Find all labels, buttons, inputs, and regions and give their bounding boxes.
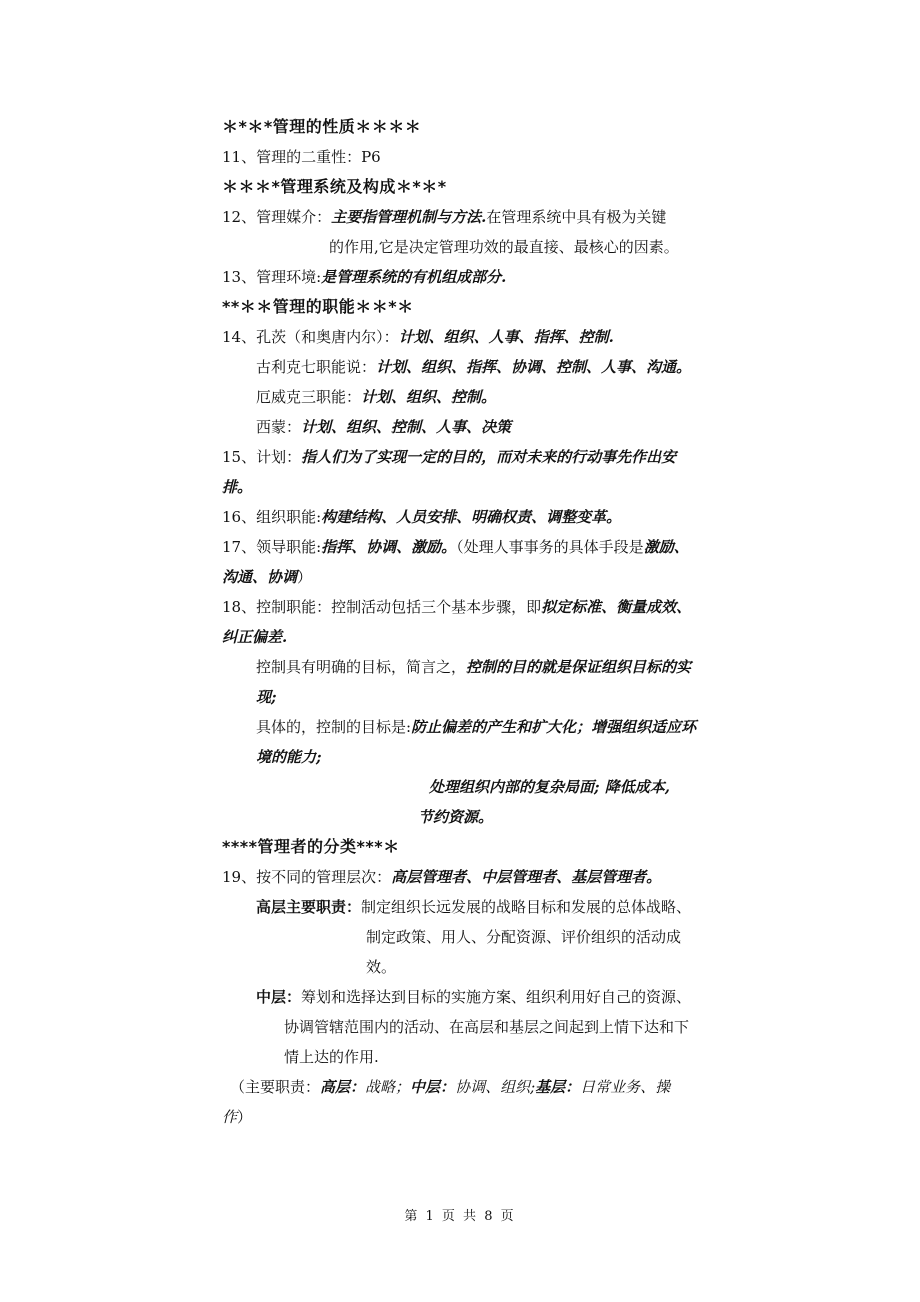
summary-mid: 协调、组织; <box>455 1078 536 1096</box>
item-19 <box>222 862 700 892</box>
item-18-bold: 拟定标准、衡量成效、纠正偏差. <box>222 598 692 646</box>
summary-mid-label: 中层： <box>410 1078 456 1096</box>
item-17-paren-bold: 激励、沟通、协调 <box>222 538 689 586</box>
item-15-bold: 指人们为了实现一定的目的，而对未来的行动事先作出安排。 <box>222 448 677 496</box>
item-19-bold: 高层管理者、中层管理者、基层管理者。 <box>391 868 662 886</box>
item-14-label: 14、孔茨（和奥唐内尔）： <box>222 328 399 346</box>
item-18-label: 18、控制职能：控制活动包括三个基本步骤，即 <box>222 598 542 616</box>
item-13 <box>222 262 700 292</box>
page-footer: 第 1 页 共 8 页 <box>404 1209 516 1224</box>
item-16-label: 16、组织职能: <box>222 508 322 526</box>
item-11-label: 11、管理的二重性： <box>222 148 362 166</box>
item-18-purpose <box>222 652 700 712</box>
item-18-p2-text: 具体的，控制的目标是: <box>256 718 412 736</box>
item-12-bold: 主要指管理机制与方法. <box>331 208 487 226</box>
item-16-bold: 构建结构、人员安排、明确权责、调整变革。 <box>321 508 622 526</box>
item-15-label: 15、计划： <box>222 448 302 466</box>
summary-high-label: 高层： <box>320 1078 366 1096</box>
item-12-label: 12、管理媒介： <box>222 208 332 226</box>
gulick-bold: 计划、组织、指挥、协调、控制、人事、沟通。 <box>376 358 692 376</box>
item-14-gulick <box>222 352 700 382</box>
document-page <box>222 112 700 1132</box>
item-18-p1-text: 控制具有明确的目标，简言之， <box>256 658 467 676</box>
item-17 <box>222 532 700 592</box>
item-14-urwick <box>222 382 700 412</box>
section-heading-managers: ****管理者的分类***＊ <box>222 837 400 856</box>
summary-high: 战略； <box>365 1078 411 1096</box>
item-18 <box>222 592 700 652</box>
item-12-line1 <box>222 202 700 232</box>
summary-base: 日常业务、操作 <box>222 1078 671 1126</box>
simon-label: 西蒙： <box>256 418 302 436</box>
item-17-bold: 指挥、协调、激励。 <box>321 538 457 556</box>
item-17-paren-text: （处理人事事务的具体手段是 <box>456 538 644 556</box>
item-11-value: P6 <box>361 148 381 166</box>
high-duty-label: 高层主要职责： <box>256 898 362 916</box>
item-18-p1-bold: 控制的目的就是保证组织目标的实现; <box>256 658 692 706</box>
item-18-goals <box>222 712 700 772</box>
item-12-rest1: 在管理系统中具有极为关键 <box>486 208 667 226</box>
summary-open: （主要职责： <box>230 1078 321 1096</box>
item-15 <box>222 442 700 502</box>
mid-duty-label: 中层： <box>256 988 302 1006</box>
item-14-bold: 计划、组织、人事、指挥、控制. <box>398 328 614 346</box>
item-12-line2: 的作用,它是决定管理功效的最直接、最核心的因素。 <box>329 238 679 256</box>
section-heading-system: ＊＊＊*管理系统及构成＊*＊* <box>222 177 447 196</box>
item-13-label: 13、管理环境: <box>222 268 322 286</box>
item-17-paren-close: ） <box>297 568 313 586</box>
item-17-label: 17、领导职能: <box>222 538 322 556</box>
item-18-p2-bold: 防止偏差的产生和扩大化；增强组织适应环境的能力; <box>256 718 697 766</box>
item-11 <box>222 142 700 172</box>
item-13-bold: 是管理系统的有机组成部分. <box>321 268 507 286</box>
section-heading-nature: ＊*＊*管理的性质＊＊＊＊ <box>222 117 422 136</box>
item-18-goals-cont2: 节约资源。 <box>418 808 494 826</box>
urwick-bold: 计划、组织、控制。 <box>361 388 497 406</box>
item-14 <box>222 322 700 352</box>
section-heading-functions: **＊＊管理的职能＊＊*＊ <box>222 297 414 316</box>
simon-bold: 计划、组织、控制、人事、决策 <box>301 418 512 436</box>
gulick-label: 古利克七职能说： <box>256 358 377 376</box>
item-19-label: 19、按不同的管理层次： <box>222 868 392 886</box>
item-19-mid <box>222 982 700 1072</box>
summary-close: ） <box>237 1108 253 1126</box>
mid-duty-text: 筹划和选择达到目标的实施方案、组织利用好自己的资源、协调管辖范围内的活动、在高层和基层之间起到上情下达和下情上达的作用. <box>284 988 692 1066</box>
high-duty-text: 制定组织长远发展的战略目标和发展的总体战略、制定政策、用人、分配资源、评价组织的活动成效。 <box>361 898 692 976</box>
item-14-simon <box>222 412 700 442</box>
item-19-summary <box>222 1072 700 1132</box>
summary-base-label: 基层： <box>535 1078 581 1096</box>
item-19-high <box>222 892 700 982</box>
item-16 <box>222 502 700 532</box>
item-18-goals-cont1: 处理组织内部的复杂局面; 降低成本, <box>429 778 670 796</box>
urwick-label: 厄威克三职能： <box>256 388 362 406</box>
